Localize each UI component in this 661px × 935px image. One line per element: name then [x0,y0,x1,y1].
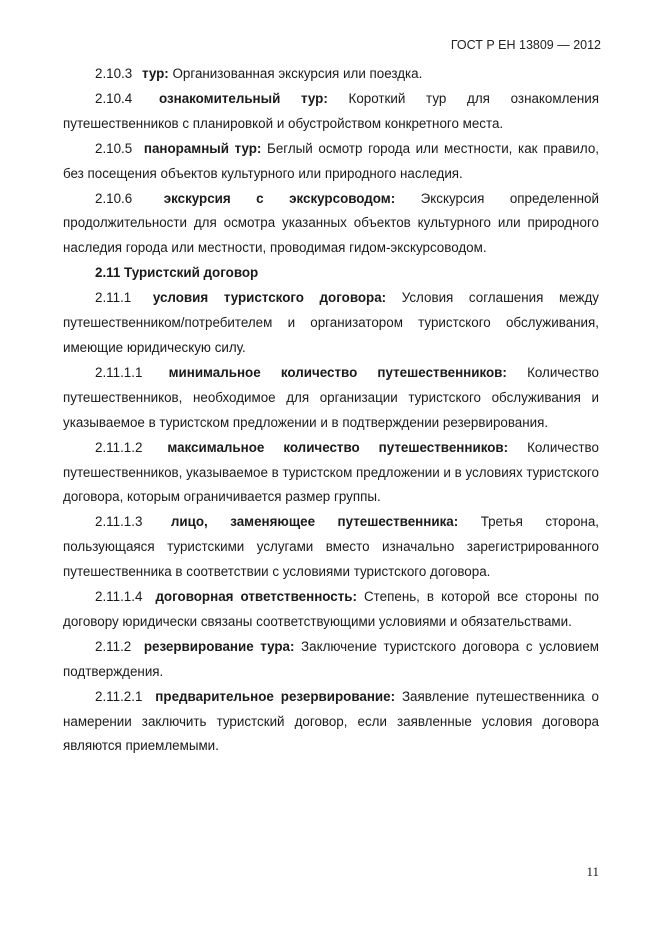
definition-2-10-3 [63,62,599,87]
term: панорамный тур: [143,140,262,156]
term: минимальное количество путешественников: [168,364,507,380]
term: договорная ответственность: [155,589,357,605]
definition-text: Степень, в которой все стороны по договору юридически связаны соответствующими условиями и обязательствами. [63,589,599,629]
definition-text: Третья сторона, пользующаяся туристскими услугами вместо изначально зарегистрированного путешественника в соответствии с условиями туристского договора. [63,514,599,580]
clause-number: 2.11.2.1 [95,688,143,704]
clause-number: 2.11.1.1 [95,364,143,380]
definition-text: Экскурсия определенной продолжительности для осмотра указанных объектов культурного или природного наследия города или местности, проводимая гидом-экскурсоводом. [63,190,599,256]
document-body [63,62,599,759]
definition-2-11-1-1 [63,361,599,436]
section-heading: 2.11 Туристский договор [95,265,259,281]
term: экскурсия с экскурсоводом: [163,190,396,206]
term: предварительное резервирование: [155,688,396,704]
term: лицо, заменяющее путешественника: [170,514,459,530]
clause-number: 2.10.3 [95,66,133,81]
definition-2-11-1-4 [63,585,599,635]
definition-text: Количество путешественников, необходимое для организации туристского обслуживания и указываемое в туристском предложении и в подтверждении резервирования. [63,364,599,430]
term: максимальное количество путешественников: [167,439,509,455]
term: тур: [141,66,169,81]
clause-number: 2.10.4 [95,90,133,106]
definition-text: Заявление путешественника о намерении заключить туристский договор, если заявленные условия договора являются приемлемыми. [63,688,599,754]
definition-2-10-4 [63,87,599,137]
definition-2-10-6 [63,187,599,262]
definition-2-11-1 [63,286,599,361]
definition-text: Беглый осмотр города или местности, как правило, без посещения объектов культурного или природного наследия. [63,140,599,181]
definition-2-10-5 [63,137,599,187]
clause-number: 2.11.1.2 [95,439,143,455]
definition-2-11-2 [63,635,599,685]
clause-number: 2.10.5 [95,140,133,156]
clause-number: 2.11.2 [95,638,132,654]
definition-2-11-1-3 [63,510,599,585]
definition-text: Короткий тур для ознакомления путешественников с планировкой и обустройством конкретного места. [63,90,599,131]
page-number: 11 [586,864,599,879]
definition-text: Заключение туристского договора с условием подтверждения. [63,638,599,679]
clause-number: 2.10.6 [95,190,133,206]
term: условия туристского договора: [152,290,387,306]
definition-text: Условия соглашения между путешественником/потребителем и организатором туристского обслуживания, имеющие юридическую силу. [63,290,599,355]
clause-number: 2.11.1.4 [95,589,143,605]
definition-text: Количество путешественников, указываемое в туристском предложении и в условиях туристского договора, которым ограничивается размер группы. [63,439,599,505]
term: ознакомительный тур: [158,90,328,106]
definition-text: Организованная экскурсия или поездка. [172,66,423,81]
definition-2-11-1-2 [63,436,599,511]
definition-2-11-2-1 [63,685,599,760]
clause-number: 2.11.1 [95,290,132,306]
clause-number: 2.11.1.3 [95,514,143,530]
term: резервирование тура: [143,638,295,654]
document-header: ГОСТ Р ЕН 13809 — 2012 [450,38,601,52]
